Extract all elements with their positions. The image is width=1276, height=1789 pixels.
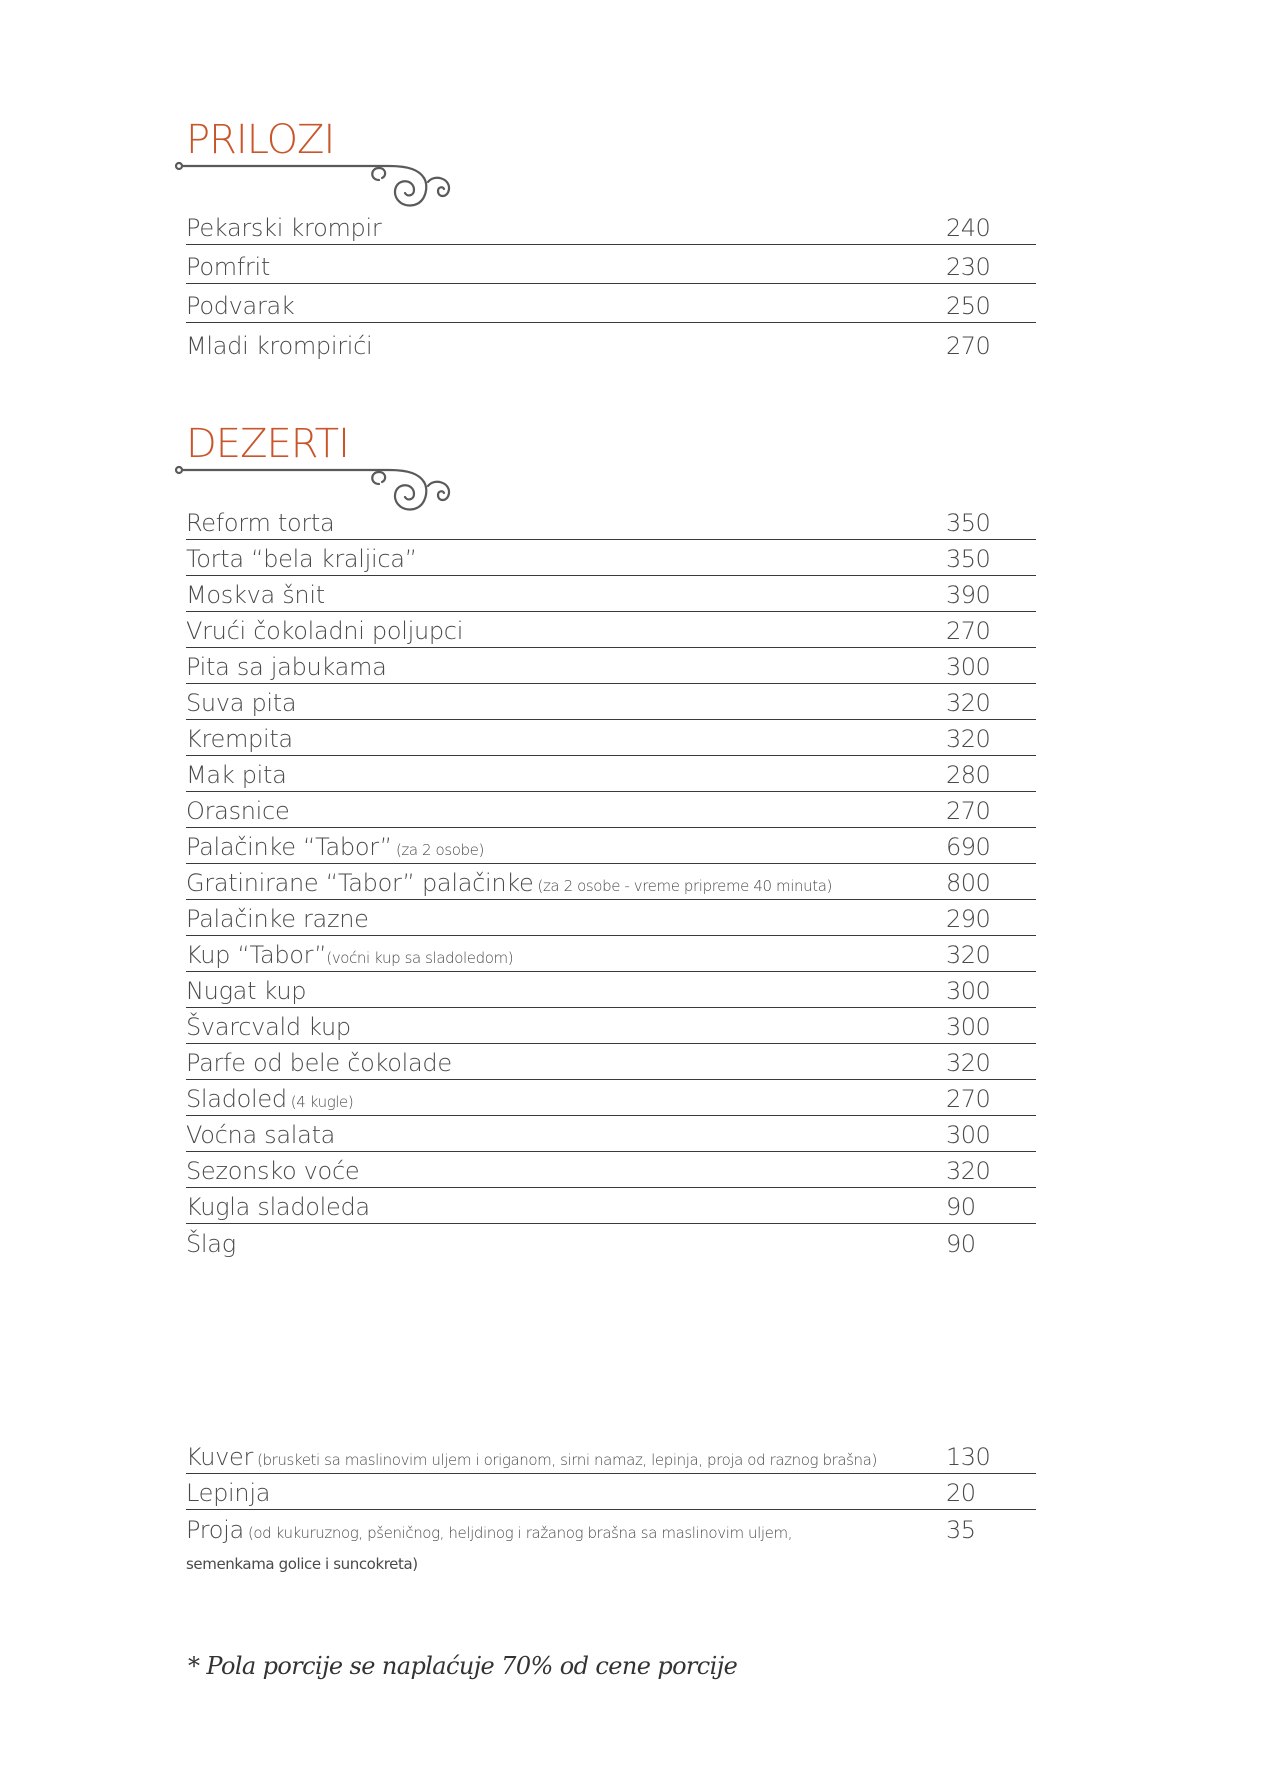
- item-note: (brusketi sa maslinovim uljem i origanom, sirni namaz, lepinja, proja od raznog brašna): [257, 1451, 877, 1469]
- item-price: 390: [946, 581, 991, 609]
- item-price: 130: [946, 1443, 991, 1471]
- extras-list: [186, 1438, 1036, 1546]
- list-item: [186, 828, 1036, 864]
- list-item: [186, 720, 1036, 756]
- item-name: Kuver (brusketi sa maslinovim uljem i origanom, sirni namaz, lepinja, proja od raznog brašna): [186, 1443, 877, 1471]
- item-name: Orasnice: [186, 797, 290, 825]
- item-price: 690: [946, 833, 991, 861]
- list-item: [186, 576, 1036, 612]
- item-note: (od kukuruznog, pšeničnog, heljdinog i ražanog brašna sa maslinovim uljem,: [247, 1524, 793, 1542]
- list-item: [186, 684, 1036, 720]
- item-name: Podvarak: [186, 292, 295, 320]
- item-name: Kup “Tabor”(voćni kup sa sladoledom): [186, 941, 514, 969]
- item-name: Nugat kup: [186, 977, 307, 1005]
- item-note: (4 kugle): [290, 1093, 354, 1111]
- list-item: [186, 1116, 1036, 1152]
- item-price: 250: [946, 292, 991, 320]
- list-item: [186, 540, 1036, 576]
- item-price: 800: [946, 869, 991, 897]
- item-name: Švarcvald kup: [186, 1013, 351, 1041]
- list-item: [186, 648, 1036, 684]
- item-price: 270: [946, 797, 991, 825]
- item-price: 20: [946, 1479, 976, 1507]
- prilozi-list: [186, 206, 1036, 362]
- list-item: [186, 1080, 1036, 1116]
- item-price: 320: [946, 725, 991, 753]
- list-item: [186, 612, 1036, 648]
- item-name: Pomfrit: [186, 253, 270, 281]
- list-item: [186, 900, 1036, 936]
- item-price: 280: [946, 761, 991, 789]
- section-title: PRILOZI: [186, 117, 335, 163]
- item-name: Parfe od bele čokolade: [186, 1049, 452, 1077]
- item-price: 350: [946, 509, 991, 537]
- item-note: (voćni kup sa sladoledom): [326, 949, 514, 967]
- item-price: 240: [946, 214, 991, 242]
- list-item: [186, 1474, 1036, 1510]
- item-name: Palačinke “Tabor” (za 2 osobe): [186, 833, 484, 861]
- footnote: * Pola porcije se naplaćuje 70% od cene porcije: [188, 1652, 738, 1680]
- item-price: 270: [946, 332, 991, 360]
- list-item: [186, 323, 1036, 362]
- list-item: [186, 1188, 1036, 1224]
- item-price: 320: [946, 1157, 991, 1185]
- item-name: Gratinirane “Tabor” palačinke (za 2 osobe - vreme pripreme 40 minuta): [186, 869, 832, 897]
- item-note: (za 2 osobe): [395, 841, 484, 859]
- list-item: [186, 504, 1036, 540]
- list-item: [186, 1438, 1036, 1474]
- item-price: 90: [946, 1230, 976, 1258]
- item-name: Šlag: [186, 1230, 236, 1258]
- item-name: Pita sa jabukama: [186, 653, 387, 681]
- item-price: 300: [946, 1121, 991, 1149]
- list-item: [186, 1152, 1036, 1188]
- item-name: Suva pita: [186, 689, 297, 717]
- item-price: 270: [946, 1085, 991, 1113]
- item-name: Sezonsko voće: [186, 1157, 360, 1185]
- item-name: Mladi krompirići: [186, 332, 373, 360]
- item-name: Voćna salata: [186, 1121, 336, 1149]
- item-price: 320: [946, 941, 991, 969]
- list-item: [186, 936, 1036, 972]
- item-price: 35: [946, 1516, 976, 1544]
- item-price: 300: [946, 977, 991, 1005]
- item-name: Kugla sladoleda: [186, 1193, 370, 1221]
- item-name: Proja (od kukuruznog, pšeničnog, heljdinog i ražanog brašna sa maslinovim uljem,: [186, 1516, 793, 1544]
- item-name: Vrući čokoladni poljupci: [186, 617, 464, 645]
- list-item: [186, 864, 1036, 900]
- list-item: [186, 1044, 1036, 1080]
- proja-note-continuation: semenkama golice i suncokreta): [186, 1555, 418, 1573]
- list-item: [186, 1224, 1036, 1260]
- dezerti-list: [186, 504, 1036, 1260]
- list-item: [186, 245, 1036, 284]
- item-name: Mak pita: [186, 761, 287, 789]
- section-title: DEZERTI: [186, 421, 349, 467]
- list-item: [186, 792, 1036, 828]
- item-price: 90: [946, 1193, 976, 1221]
- item-name: Pekarski krompir: [186, 214, 382, 242]
- item-price: 290: [946, 905, 991, 933]
- item-price: 230: [946, 253, 991, 281]
- item-price: 300: [946, 653, 991, 681]
- list-item: [186, 1510, 1036, 1546]
- item-name: Torta “bela kraljica”: [186, 545, 417, 573]
- item-price: 270: [946, 617, 991, 645]
- item-price: 320: [946, 1049, 991, 1077]
- list-item: [186, 756, 1036, 792]
- item-name: Sladoled (4 kugle): [186, 1085, 354, 1113]
- item-price: 350: [946, 545, 991, 573]
- list-item: [186, 206, 1036, 245]
- item-name: Moskva šnit: [186, 581, 325, 609]
- item-note: (za 2 osobe - vreme pripreme 40 minuta): [537, 877, 832, 895]
- item-name: Krempita: [186, 725, 293, 753]
- item-price: 300: [946, 1013, 991, 1041]
- item-price: 320: [946, 689, 991, 717]
- item-name: Reform torta: [186, 509, 335, 537]
- list-item: [186, 1008, 1036, 1044]
- item-name: Lepinja: [186, 1479, 271, 1507]
- item-name: Palačinke razne: [186, 905, 369, 933]
- list-item: [186, 972, 1036, 1008]
- list-item: [186, 284, 1036, 323]
